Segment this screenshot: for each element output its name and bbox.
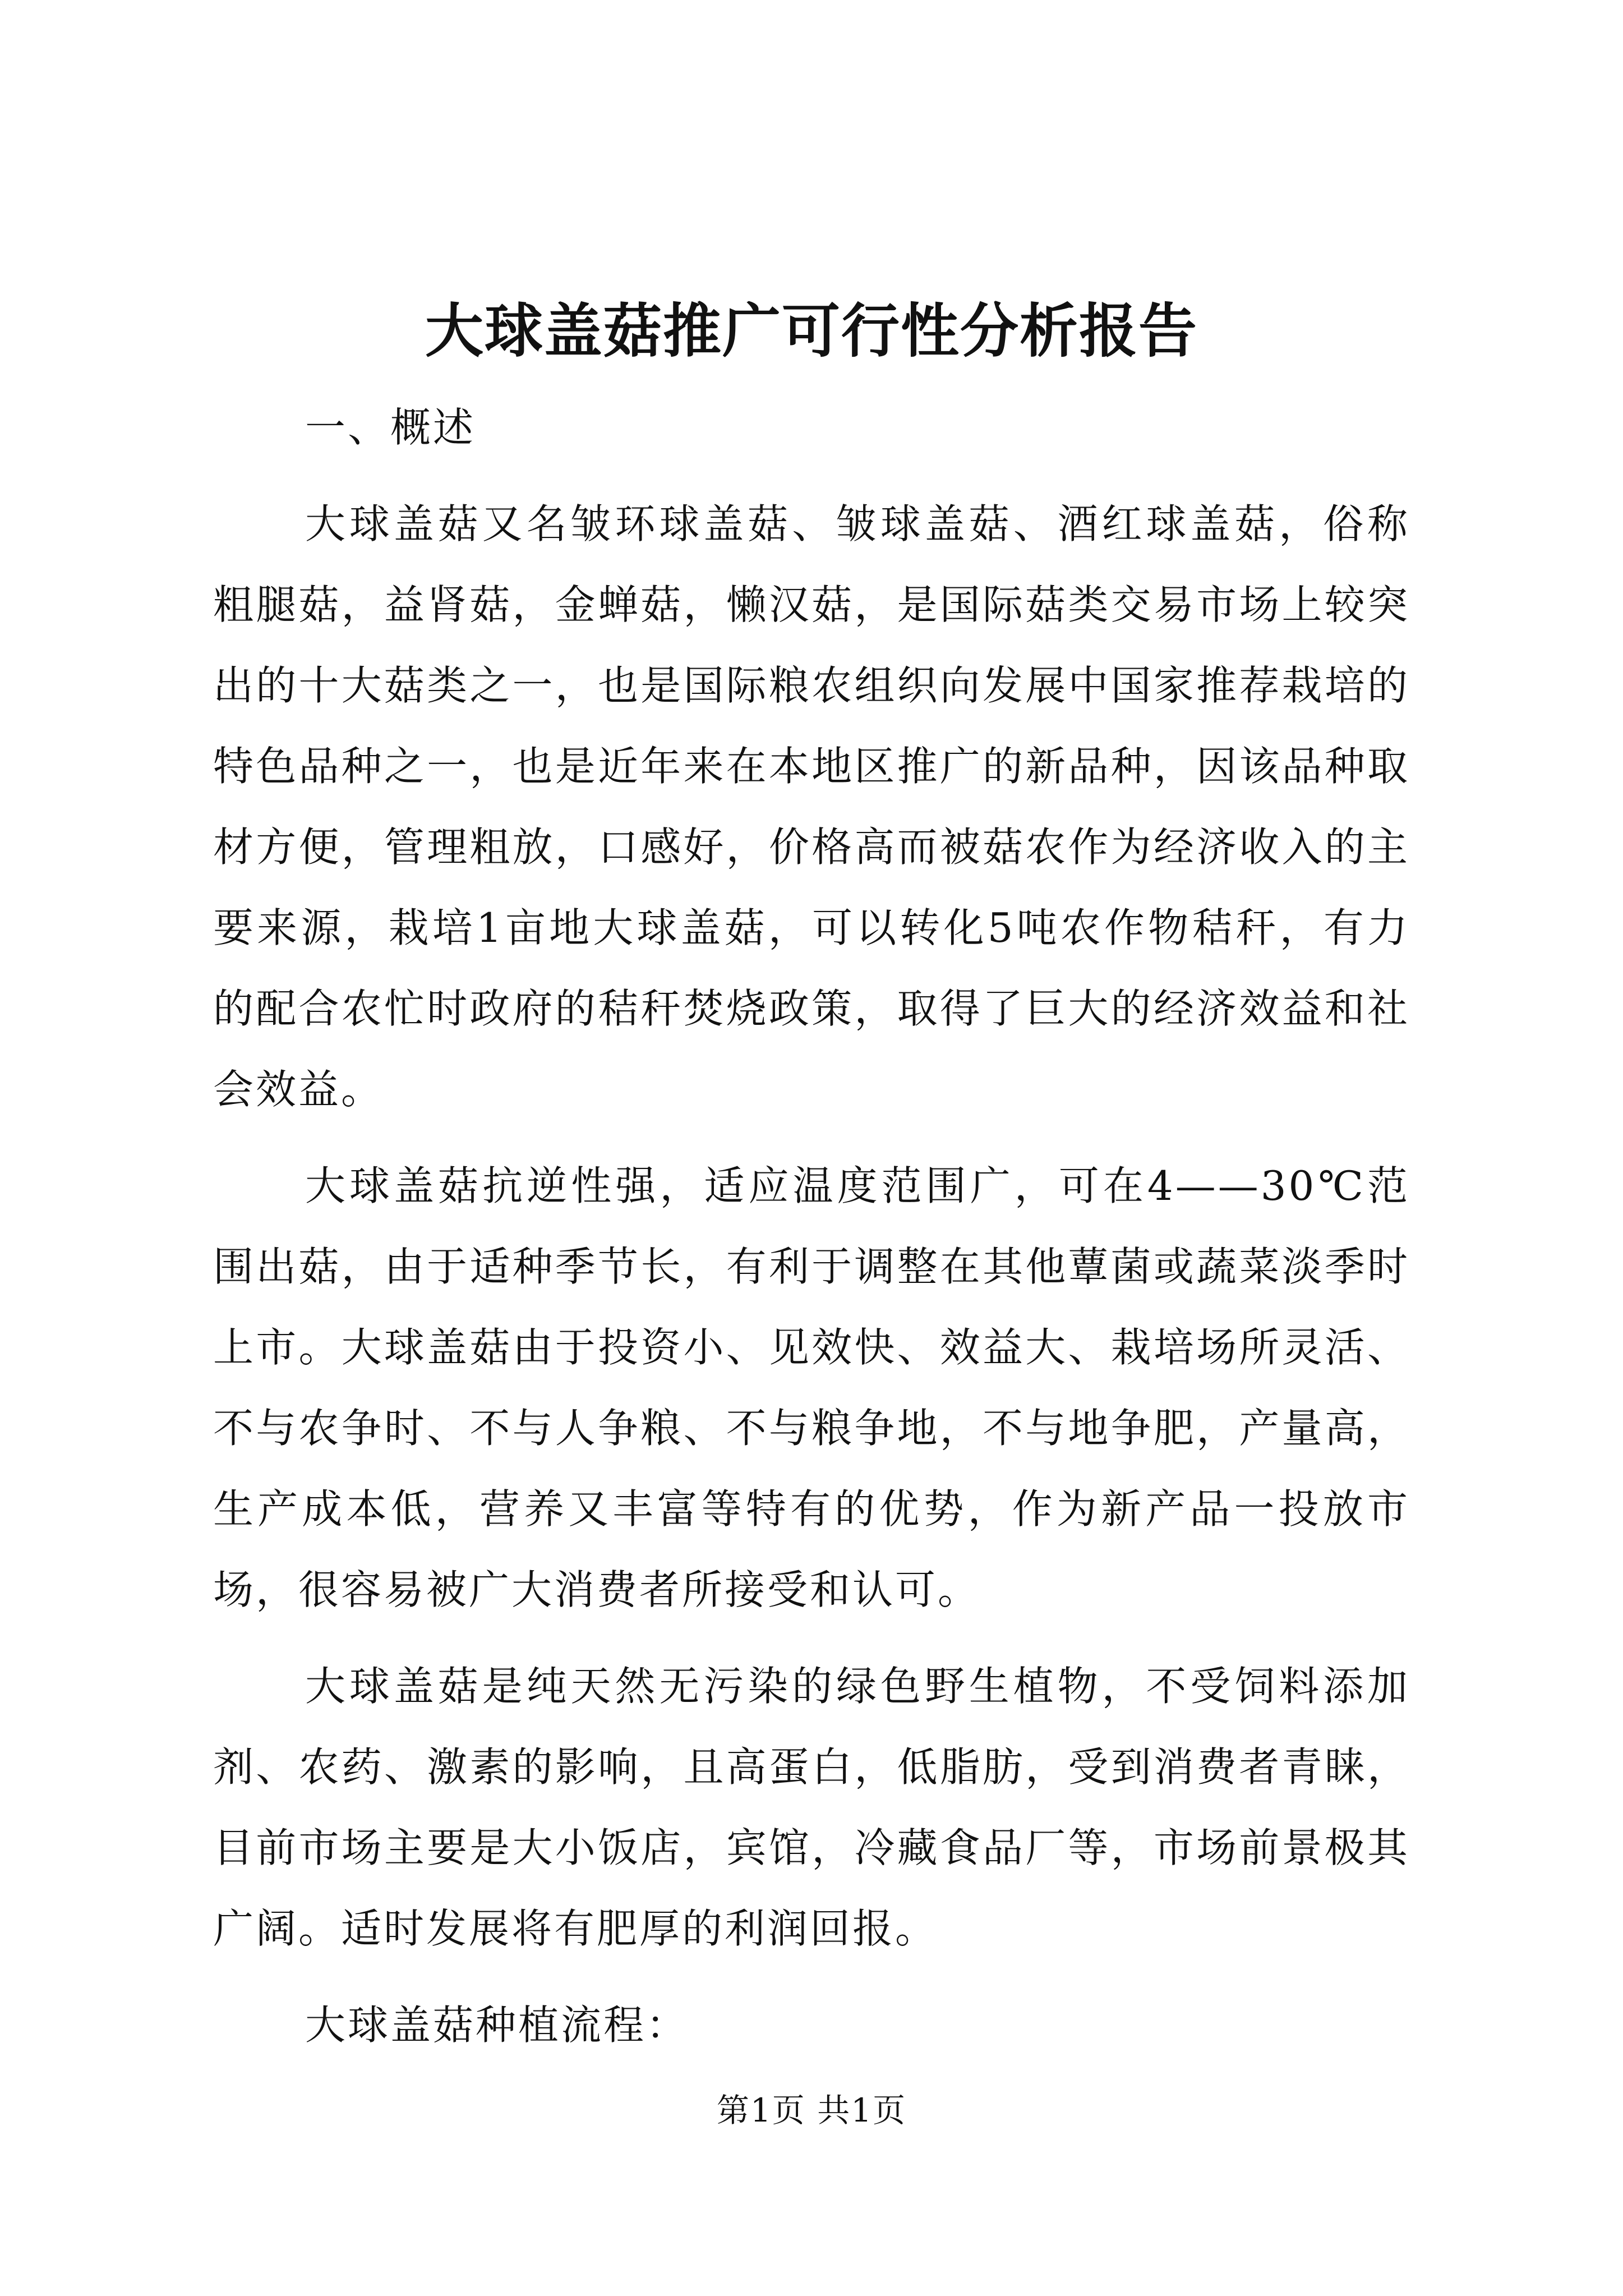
section-heading: 一、概述	[305, 404, 476, 451]
paragraph-market: 大球盖菇是纯天然无污染的绿色野生植物，不受饲料添加剂、农药、激素的影响，且高蛋白，低脂肪，受到消费者青睐，目前市场主要是大小饭店，宾馆，冷藏食品厂等，市场前景极其广阔。适时发展将有肥厚的利润回报。	[213, 1663, 1410, 1952]
page-footer: 第1页 共1页	[716, 2091, 907, 2129]
document-title: 大球盖菇推广可行性分析报告	[425, 296, 1198, 365]
document-body	[213, 387, 1410, 2081]
paragraph-overview: 大球盖菇又名皱环球盖菇、皱球盖菇、酒红球盖菇，俗称粗腿菇，益肾菇，金蝉菇，懒汉菇，是国际菇类交易市场上较突出的十大菇类之一，也是国际粮农组织向发展中国家推荐栽培的特色品种之一，也是近年来在本地区推广的新品种，因该品种取材方便，管理粗放，口感好，价格高而被菇农作为经济收入的主要来源，栽培1亩地大球盖菇，可以转化5吨农作物秸秆，有力的配合农忙时政府的秸秆焚烧政策，取得了巨大的经济效益和社会效益。	[213, 500, 1410, 1113]
paragraph-adaptability: 大球盖菇抗逆性强，适应温度范围广，可在4——30℃范围出菇，由于适种季节长，有利于调整在其他蕈菌或蔬菜淡季时上市。大球盖菇由于投资小、见效快、效益大、栽培场所灵活、不与农争时、不与人争粮、不与粮争地，不与地争肥，产量高，生产成本低，营养又丰富等特有的优势，作为新产品一投放市场，很容易被广大消费者所接受和认可。	[213, 1162, 1410, 1613]
planting-process-heading: 大球盖菇种植流程：	[305, 2001, 689, 2049]
